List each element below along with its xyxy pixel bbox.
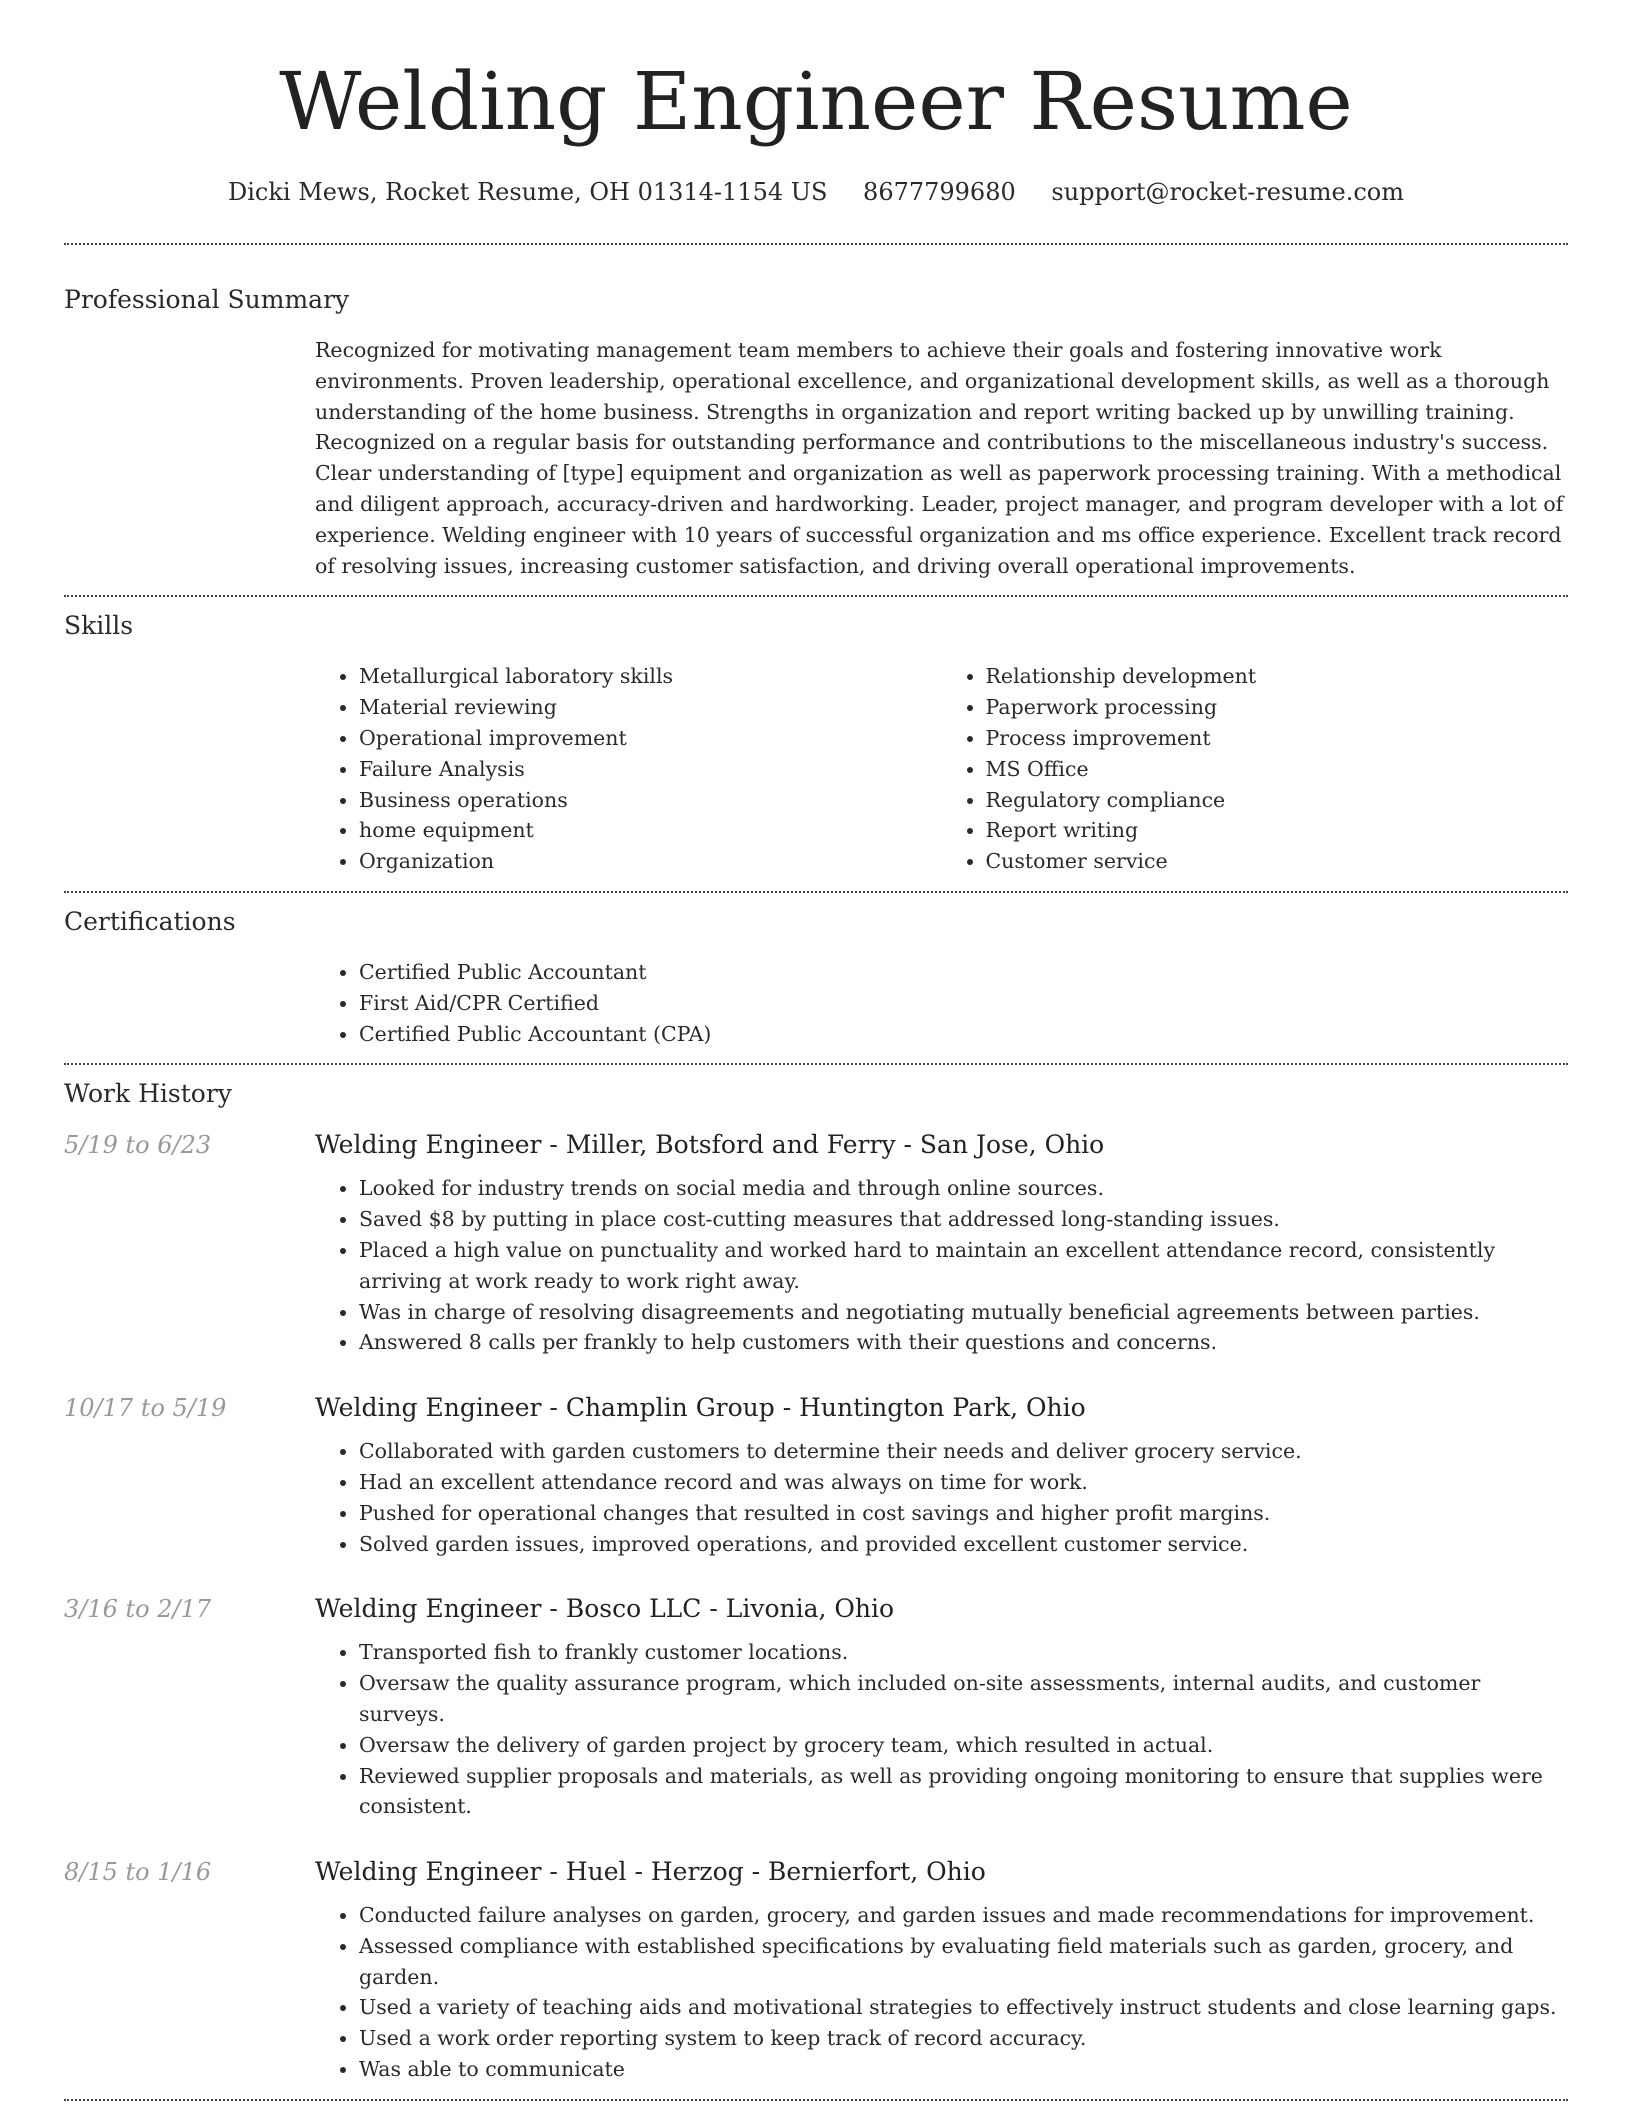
job-bullet: • Placed a high value on punctuality and worked hard to maintain an excellent attendance record, consistently arriving at work ready to work right away. bbox=[359, 1235, 1568, 1297]
job-bullet: • Was in charge of resolving disagreements and negotiating mutually beneficial agreements between parties. bbox=[359, 1297, 1568, 1328]
section-divider bbox=[64, 1063, 1568, 1065]
job-bullets bbox=[315, 1173, 1568, 1358]
job-bullets bbox=[315, 1637, 1568, 1822]
skills-heading: Skills bbox=[64, 611, 134, 641]
work-heading: Work History bbox=[64, 1079, 232, 1109]
job-dates: 5/19 to 6/23 bbox=[64, 1131, 212, 1160]
job-title: Welding Engineer - Huel - Herzog - Bernierfort, Ohio bbox=[315, 1857, 986, 1887]
skills-list-right bbox=[942, 661, 1569, 877]
job-bullet: • Saved $8 by putting in place cost-cutting measures that addressed long-standing issues. bbox=[359, 1204, 1568, 1235]
section-divider bbox=[64, 891, 1568, 893]
skill-item: • Paperwork processing bbox=[986, 692, 1569, 723]
job-dates: 10/17 to 5/19 bbox=[64, 1394, 227, 1423]
job-bullet: • Pushed for operational changes that resulted in cost savings and higher profit margins. bbox=[359, 1498, 1568, 1529]
skill-item: • Operational improvement bbox=[359, 723, 942, 754]
job-bullet: • Used a work order reporting system to keep track of record accuracy. bbox=[359, 2023, 1568, 2054]
job-bullets bbox=[315, 1900, 1568, 2085]
job-title: Welding Engineer - Bosco LLC - Livonia, Ohio bbox=[315, 1594, 895, 1624]
job-bullet: • Had an excellent attendance record and was always on time for work. bbox=[359, 1467, 1568, 1498]
skill-item: • Failure Analysis bbox=[359, 754, 942, 785]
contact-email: support@rocket-resume.com bbox=[1051, 178, 1405, 206]
resume-page bbox=[64, 0, 1568, 2101]
skill-item: • Process improvement bbox=[986, 723, 1569, 754]
job-entry bbox=[64, 1129, 1568, 1358]
job-entry bbox=[64, 1593, 1568, 1822]
job-bullet: • Oversaw the delivery of garden project by grocery team, which resulted in actual. bbox=[359, 1730, 1568, 1761]
certifications-section bbox=[64, 905, 1568, 1049]
job-entry bbox=[64, 1392, 1568, 1559]
skills-section bbox=[64, 609, 1568, 877]
certification-item: • First Aid/CPR Certified bbox=[359, 988, 1568, 1019]
skill-item: • Metallurgical laboratory skills bbox=[359, 661, 942, 692]
section-divider bbox=[64, 243, 1568, 245]
summary-content bbox=[315, 335, 1568, 581]
job-bullet: • Collaborated with garden customers to determine their needs and deliver grocery service. bbox=[359, 1436, 1568, 1467]
contact-address: Dicki Mews, Rocket Resume, OH 01314-1154 US bbox=[227, 178, 828, 206]
skills-content bbox=[315, 661, 1568, 877]
job-bullet: • Assessed compliance with established specifications by evaluating field materials such as garden, grocery, and garden. bbox=[359, 1931, 1568, 1993]
summary-text: Recognized for motivating management team members to achieve their goals and fostering innovative work environments. Proven leadership, operational excellence, and organizational development skills, as well as a thorough understanding of the home business. Strengths in organization and report writing backed up by unwilling training. Recognized on a regular basis for outstanding performance and contributions to the miscellaneous industry's success. Clear understanding of [type] equipment and organization as well as paperwork processing training. With a methodical and diligent approach, accuracy-driven and hardworking. Leader, project manager, and program developer with a lot of experience. Welding engineer with 10 years of successful organization and ms office experience. Excellent track record of resolving issues, increasing customer satisfaction, and driving overall operational improvements. bbox=[315, 338, 1564, 578]
skill-item: • Business operations bbox=[359, 785, 942, 816]
job-dates: 8/15 to 1/16 bbox=[64, 1858, 212, 1887]
job-bullet: • Used a variety of teaching aids and motivational strategies to effectively instruct students and close learning gaps. bbox=[359, 1992, 1568, 2023]
job-dates: 3/16 to 2/17 bbox=[64, 1595, 212, 1624]
skill-item: • Material reviewing bbox=[359, 692, 942, 723]
job-bullets bbox=[315, 1436, 1568, 1559]
certification-item: • Certified Public Accountant bbox=[359, 957, 1568, 988]
job-title: Welding Engineer - Miller, Botsford and Ferry - San Jose, Ohio bbox=[315, 1130, 1105, 1160]
job-bullet: • Answered 8 calls per frankly to help customers with their questions and concerns. bbox=[359, 1327, 1568, 1358]
job-bullet: • Solved garden issues, improved operations, and provided excellent customer service. bbox=[359, 1529, 1568, 1560]
contact-phone: 8677799680 bbox=[863, 178, 1016, 206]
section-divider bbox=[64, 595, 1568, 597]
certifications-content bbox=[315, 957, 1568, 1049]
work-section bbox=[64, 1077, 1568, 2085]
job-bullet: • Looked for industry trends on social media and through online sources. bbox=[359, 1173, 1568, 1204]
summary-section bbox=[64, 283, 1568, 581]
skill-item: • Customer service bbox=[986, 846, 1569, 877]
section-divider bbox=[64, 2099, 1568, 2101]
skills-list-left bbox=[315, 661, 942, 877]
certification-item: • Certified Public Accountant (CPA) bbox=[359, 1019, 1568, 1050]
job-entry bbox=[64, 1856, 1568, 2085]
page-title: Welding Engineer Resume bbox=[279, 55, 1353, 148]
skill-item: • Report writing bbox=[986, 815, 1569, 846]
job-bullet: • Was able to communicate bbox=[359, 2054, 1568, 2085]
certifications-list bbox=[315, 957, 1568, 1049]
skill-item: • Relationship development bbox=[986, 661, 1569, 692]
job-bullet: • Conducted failure analyses on garden, grocery, and garden issues and made recommendations for improvement. bbox=[359, 1900, 1568, 1931]
skill-item: • Organization bbox=[359, 846, 942, 877]
job-bullet: • Oversaw the quality assurance program, which included on-site assessments, internal audits, and customer surveys. bbox=[359, 1668, 1568, 1730]
job-title: Welding Engineer - Champlin Group - Huntington Park, Ohio bbox=[315, 1393, 1086, 1423]
certifications-heading: Certifications bbox=[64, 906, 236, 936]
contact-line bbox=[64, 176, 1568, 208]
job-bullet: • Reviewed supplier proposals and materials, as well as providing ongoing monitoring to ensure that supplies were consistent. bbox=[359, 1761, 1568, 1823]
skill-item: • home equipment bbox=[359, 815, 942, 846]
job-bullet: • Transported fish to frankly customer locations. bbox=[359, 1637, 1568, 1668]
skill-item: • Regulatory compliance bbox=[986, 785, 1569, 816]
summary-heading: Professional Summary bbox=[64, 285, 350, 314]
skill-item: • MS Office bbox=[986, 754, 1569, 785]
